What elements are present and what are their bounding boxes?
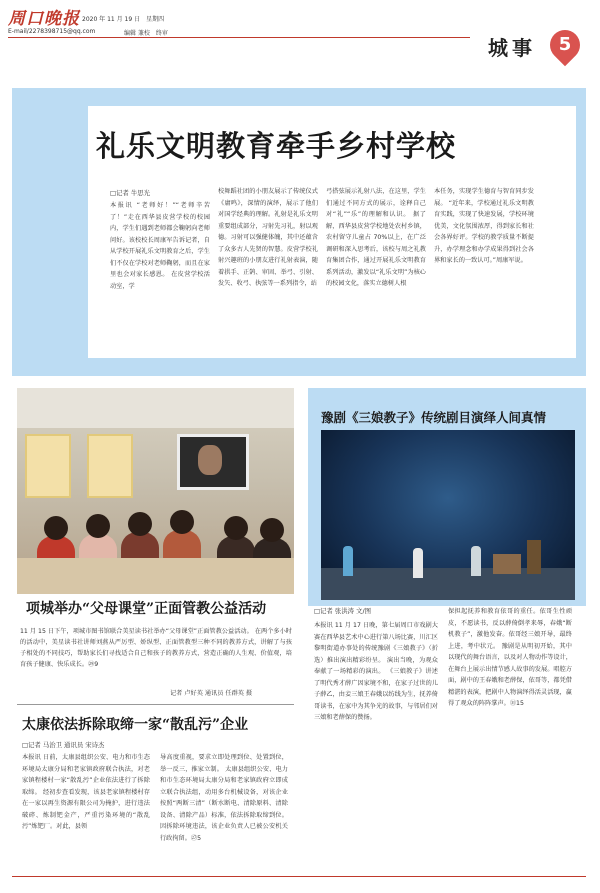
classroom-window [25, 434, 71, 498]
audience-head [260, 518, 284, 542]
editor-credits: 编辑 兼校 终审 [124, 30, 168, 37]
opera-stage-photo [321, 430, 575, 600]
feature-column-4: 本任务，实现学生德育与智育同步发展。 “近年来，学校通过礼乐文明教育实践，实现了快速发展，学校环境优美，文化氛围浓厚，得到家长和社会各界好评。学校的教学质量不断提升，办学理念和办学成果得到社会各界和家长的一致认可。”周康军说。 [434, 188, 534, 264]
opera-headline: 豫剧《三娘教子》传统剧目演绎人间真情 [321, 410, 547, 425]
performer [471, 546, 481, 576]
event-photo-credit: 记者 卢好英 通讯员 任群英 摄 [170, 690, 253, 697]
opera-column-2: 保担起抚养和教育依哥的重任。依哥生性顽皮，不愿读书，反以薛倚倒孝来辱，春娥“断机教子”，激他发奋。依哥经三娘开导，最终上进，考中状元。 豫剧是从明初开始，其中以现代的舞台语言，以及对人物动作等设计，在舞台上展示出情节感人故事的发展。唱腔方面，剧中的王春娥和老薛保，依哥等，都凭借精湛的表演，把剧中人物演绎得活灵活现，赢得了观众的阵阵掌声。㉛15 [448, 608, 572, 707]
section-divider [17, 704, 294, 705]
section-title: 城事 [488, 36, 536, 60]
desks [17, 558, 294, 594]
stage-loom-prop [527, 540, 541, 574]
stage-table-prop [493, 554, 521, 574]
performer [343, 546, 353, 576]
feature-column-2: 校舞蹈社团的小朋友展示了传统仪式《庸鸣》，深情的演绎，展示了他们对国学经典的理解。礼射是礼乐文明重要组成部分，习射先习礼，射以观德。习射可以强健体魄，其中还蕴含了众多古人先贤的智慧。皮营学校礼射兴趣班的小朋友进行礼射表演，随着拱手、正鹄、审固、举弓、引射、发矢、收弓、执弦等一系列指令，站 [218, 188, 318, 287]
classroom-window [87, 434, 133, 498]
audience-head [128, 512, 152, 536]
taikang-headline: 太康依法拆除取缔一家“散乱污”企业 [22, 717, 249, 733]
presenter-figure [198, 445, 222, 475]
page-number-badge [544, 24, 586, 66]
event-headline: 项城举办“父母课堂”正面管教公益活动 [26, 601, 267, 617]
taikang-column-2: 导高度重视，要求立即处理到位、处置到位，举一反三，推家立制。 太康县组织公安、电力和市生态环境局太康分局和老家镇政府立即成立联合执法组，动用多台机械设备，对该企业按照“两断三清”（断水断电、清除原料、清除设备、清除产品）标准，依法拆除取缔到位。因拆除环境违法，该企业负责人已被公安机关行政拘留。㉗5 [160, 754, 288, 842]
masthead [0, 0, 600, 68]
page-number: 5 [558, 34, 572, 55]
feature-headline: 礼乐文明教育牵手乡村学校 [96, 129, 457, 163]
ceiling [17, 388, 294, 428]
parent-class-photo [17, 388, 294, 594]
audience-head [224, 516, 248, 540]
newspaper-logo: 周口晚报 [8, 9, 80, 29]
opera-byline: □记者 张洪涛 文/图 [314, 607, 371, 615]
taikang-column-1: 本报讯 日前，太康县组织公安、电力和市生态环境局太康分局和老家镇政府联合执法，对老家镇程楼村一家“散乱污”企业依法进行了拆除取缔。 经初步查看发现，该县老家镇程楼村存在一家以再生资源有限公司为掩护，进行违法破碎、炼制钯金产，严重污染环境的“散乱污”炼钯厂。对此，县领 [22, 754, 150, 830]
feature-column-3: 弓搭弦展示礼射八法，在这里，学生们通过不同方式的展示，诠释自己对“礼”“乐”的理解和认识。 据了解，西华县皮营学校地处农村乡镇，农村留守儿童占 70%以上，在广泛调研和深入思考后，该校与周之礼教育集团合作，通过开展礼乐文明教育系列活动，激发以“礼乐文明”为核心的校园文化，落实立德树人根 [326, 188, 426, 287]
masthead-rule [8, 37, 470, 38]
audience-head [86, 514, 110, 538]
projector-screen [177, 434, 249, 490]
page-bottom-rule [12, 876, 586, 877]
taikang-byline: □记者 马治卫 通讯员 宋诗杰 [22, 741, 105, 749]
opera-column-1: 本报讯 11 月 17 日晚，第七届周口市戏剧大赛在西华县艺术中心进行第八场比赛，川汇区黎明街道办事处的传统豫剧《三娘教子》（折选）推出演出精彩纷呈。 演出当晚，为观众奉献了一场精彩的演出。 《三娘教子》讲述了明代秀才薛广因家境不和，在家子过世的儿子薛乙，由妾三娘王春娥以纺线为生，抚养倚哥读书，在家中为其争光的故事，与邻居们对三娘和老薛保的赞扬。 [314, 622, 438, 721]
audience-head [170, 510, 194, 534]
contact-email: E-mail/2278398715@qq.com [8, 28, 96, 35]
event-article: 11 月 15 日下午，项城市图书馆联合美星读书社举办“父母课堂”正面管教公益活动。 在两个多小时的活动中，美星读书社讲师刘燕从严厉型、娇纵型、正面管教型三种不同的教养方式，讲解了与孩子相处的不同技巧，帮助家长们寻找适合自己和孩子的教养方式，营造正确的人生观、价值观，培育孩子健康、快乐成长。㉙9 [20, 628, 292, 668]
feature-byline: □记者 牛思光 [110, 189, 151, 197]
audience-head [44, 516, 68, 540]
issue-date: 2020 年 11 月 19 日 星期四 [82, 16, 165, 23]
feature-column-1: 本报讯 “老师好！”“老师辛苦了！”走在西华县皮营学校的校园内，学生们遇到老师都会鞠躬向老师问好。该校校长周康军告诉记者，自从学校开展礼乐文明教育之后，学生们不仅在学校对老师鞠躬，而且在家里也会对家长感恩。 在皮营学校活动室，学 [110, 202, 210, 290]
performer [413, 548, 423, 578]
